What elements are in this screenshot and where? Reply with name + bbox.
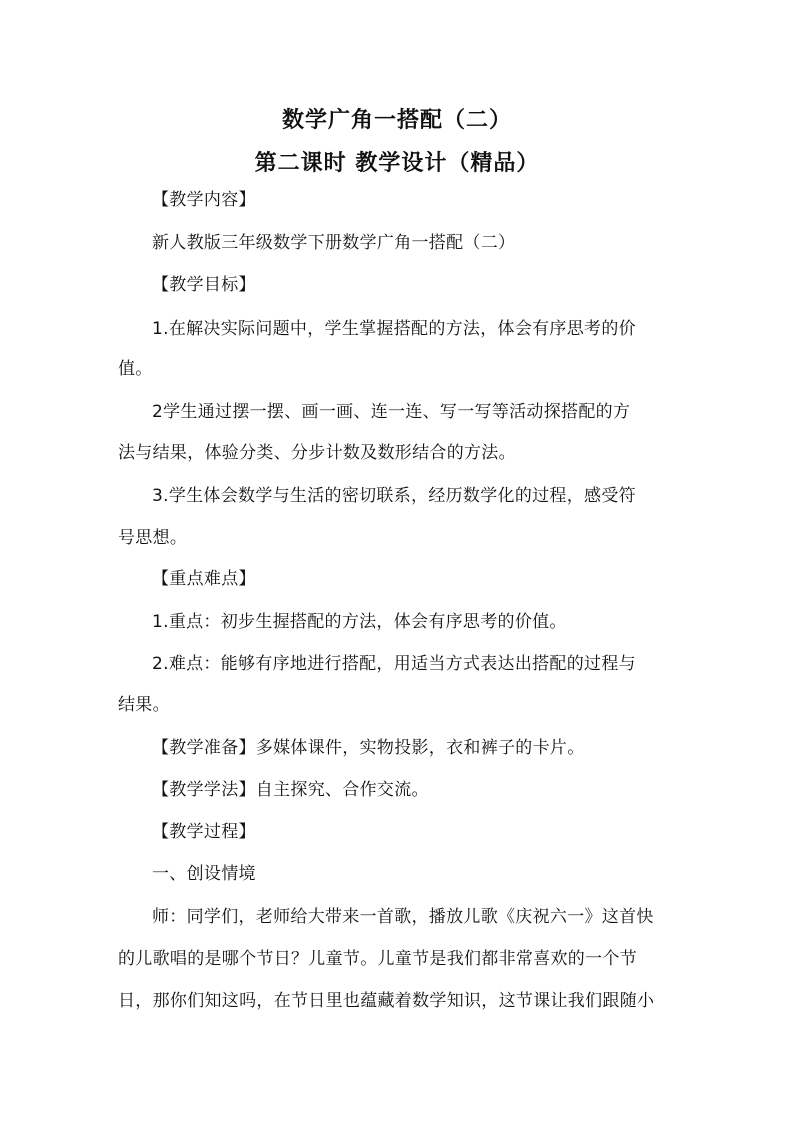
key-points-heading: 【重点难点】 [152, 569, 256, 589]
content-heading: 【教学内容】 [152, 190, 256, 210]
key-point-2-line-1: 2.难点：能够有序地进行搭配，用适当方式表达出搭配的过程与 [152, 654, 636, 674]
teacher-line-3: 日，那你们知这吗，在节日里也蕴藏着数学知识，这节课让我们跟随小 [118, 991, 655, 1011]
goal-3-line-2: 号思想。 [118, 528, 188, 548]
goal-1-line-1: 1.在解决实际问题中，学生掌握搭配的方法，体会有序思考的价 [152, 319, 636, 339]
goals-heading: 【教学目标】 [152, 275, 256, 295]
content-text: 新人教版三年级数学下册数学广角一搭配（二） [152, 233, 516, 253]
teacher-line-2: 的儿歌唱的是哪个节日？儿童节。儿童节是我们都非常喜欢的一个节 [118, 949, 637, 969]
key-point-2-line-2: 结果。 [118, 695, 170, 715]
document-subtitle: 第二课时 教学设计（精品） [254, 151, 540, 176]
teaching-preparation: 【教学准备】多媒体课件，实物投影，衣和裤子的卡片。 [152, 738, 585, 758]
teaching-method: 【教学学法】自主探究、合作交流。 [152, 780, 429, 800]
goal-1-line-2: 值。 [118, 359, 153, 379]
goal-2-line-2: 法与结果，体验分类、分步计数及数形结合的方法。 [118, 443, 516, 463]
key-point-1: 1.重点：初步生握搭配的方法，体会有序思考的价值。 [152, 612, 567, 632]
step-1-heading: 一、创设情境 [152, 864, 256, 884]
goal-2-line-1: 2学生通过摆一摆、画一画、连一连、写一写等活动探搭配的方 [152, 402, 631, 422]
document-title: 数学广角一搭配（二） [281, 108, 512, 133]
teacher-line-1: 师：同学们，老师给大带来一首歌，播放儿歌《庆祝六一》这首快 [152, 907, 654, 927]
process-heading: 【教学过程】 [152, 822, 256, 842]
goal-3-line-1: 3.学生体会数学与生活的密切联系，经历数学化的过程，感受符 [152, 486, 636, 506]
